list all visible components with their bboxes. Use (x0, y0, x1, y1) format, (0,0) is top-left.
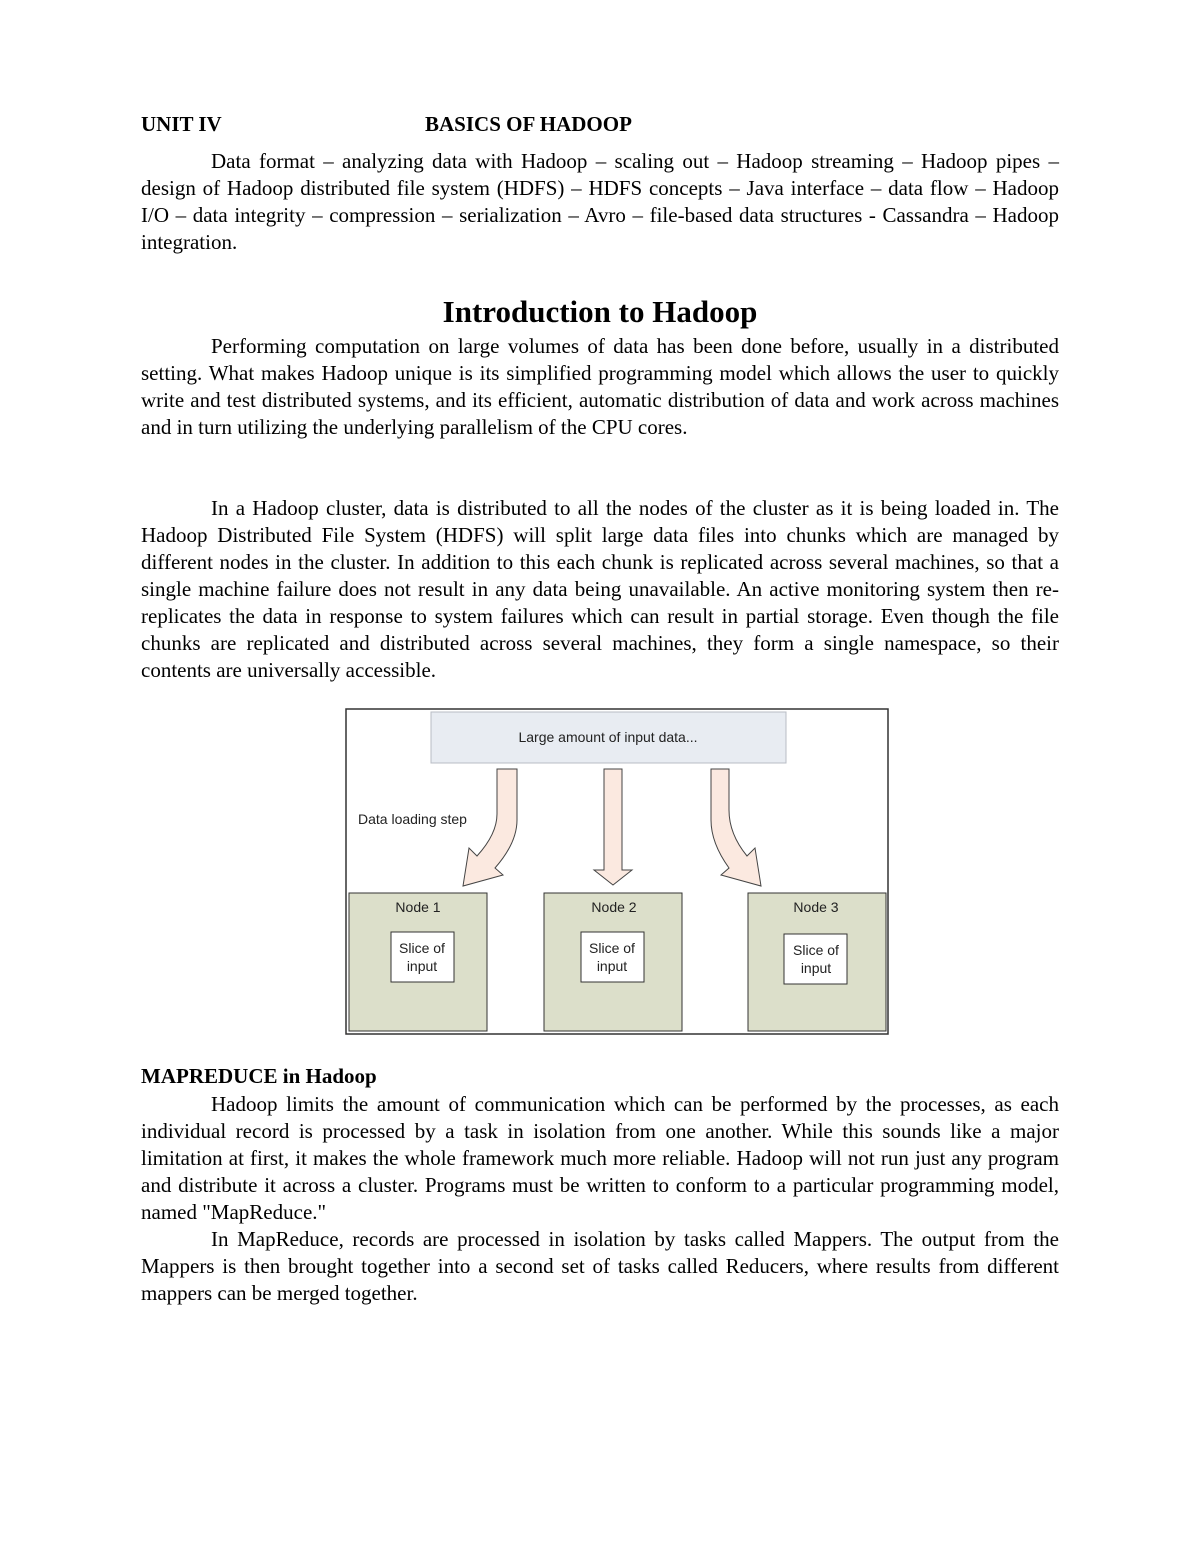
diagram-svg (345, 708, 889, 1035)
node-3 (748, 893, 886, 1031)
node-3-slice-line2: input (800, 960, 832, 976)
mapreduce-paragraph-1: Hadoop limits the amount of communication which can be performed by the processes, as each individual record is processed by a task in isolation from one another. While this sounds like a major limitation at first, it makes the whole framework much more reliable. Hadoop will not run just any program and distribute it across a cluster. Programs must be written to conform to a particular programming model, named "MapReduce." (141, 1092, 1059, 1224)
syllabus-paragraph: Data format – analyzing data with Hadoop – scaling out – Hadoop streaming – Hadoop pipes – design of Hadoop distributed file system (HDFS) – HDFS concepts – Java interface – data flow – Hadoop I/O – data integrity – compression – serialization – Avro – file-based data structures - Cassandra – Hadoop integration. (141, 149, 1059, 254)
node-1-slice-line1: Slice of (399, 940, 445, 956)
unit-title: BASICS OF HADOOP (425, 112, 632, 136)
intro-heading: Introduction to Hadoop (442, 294, 758, 329)
node-2 (544, 893, 682, 1031)
intro-paragraph-1: Performing computation on large volumes of data has been done before, usually in a distributed setting. What makes Hadoop unique is its simplified programming model which allows the user to quickly write and test distributed systems, and its efficient, automatic distribution of data and work across machines and in turn utilizing the underlying parallelism of the CPU cores. (141, 334, 1059, 439)
node-2-slice-line2: input (596, 958, 628, 974)
intro-paragraph-2: In a Hadoop cluster, data is distributed to all the nodes of the cluster as it is being loaded in. The Hadoop Distributed File System (HDFS) will split large data files into chunks which are managed by different nodes in the cluster. In addition to this each chunk is replicated across several machines, so that a single machine failure does not result in any data being unavailable. An active monitoring system then re-replicates the data in response to system failures which can result in partial storage. Even though the file chunks are replicated and distributed across several machines, they form a single namespace, so their contents are universally accessible. (141, 496, 1059, 682)
node-1-slice-line2: input (406, 958, 438, 974)
node-1 (349, 893, 487, 1031)
mapreduce-heading: MAPREDUCE in Hadoop (141, 1064, 377, 1088)
unit-number: UNIT IV (141, 112, 222, 136)
node-2-label: Node 2 (591, 899, 637, 915)
input-data-label: Large amount of input data... (518, 729, 698, 745)
node-3-label: Node 3 (793, 899, 839, 915)
node-1-label: Node 1 (395, 899, 441, 915)
mapreduce-paragraph-2: In MapReduce, records are processed in isolation by tasks called Mappers. The output from the Mappers is then brought together into a second set of tasks called Reducers, where results from different mappers can be merged together. (141, 1227, 1059, 1305)
node-3-slice-line1: Slice of (793, 942, 839, 958)
data-loading-diagram (345, 708, 889, 1035)
data-loading-step-label: Data loading step (358, 811, 467, 827)
node-2-slice-line1: Slice of (589, 940, 635, 956)
